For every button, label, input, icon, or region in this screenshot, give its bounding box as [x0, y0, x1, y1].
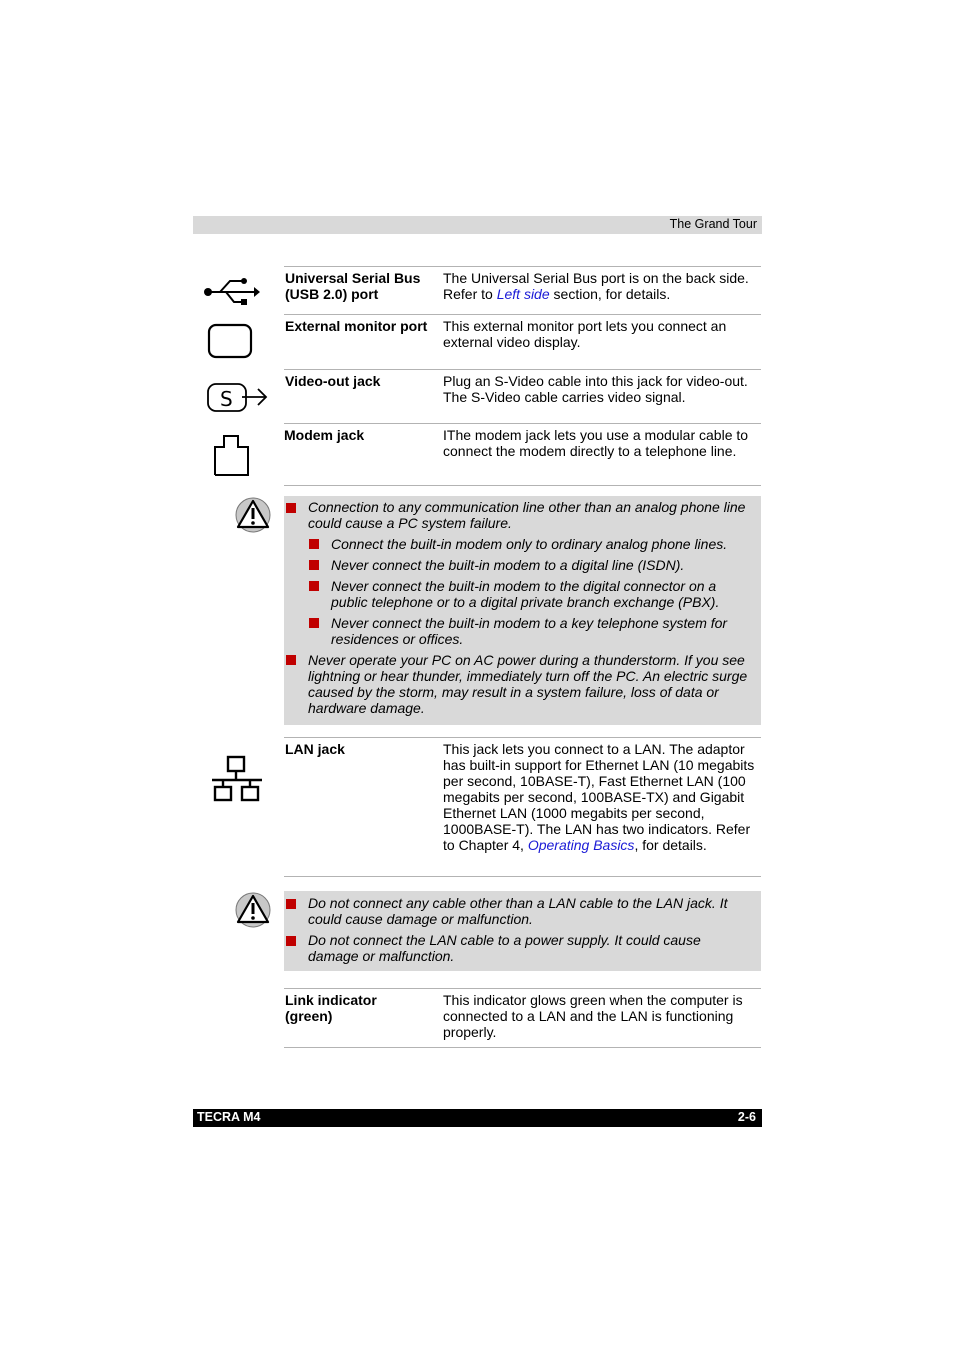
bullet — [309, 539, 319, 549]
model-name: TECRA M4 — [197, 1110, 261, 1124]
modem-jack-icon — [212, 433, 252, 480]
caution-box-modem — [284, 496, 761, 725]
caution-item: Do not connect the LAN cable to a power supply. It could cause damage or malfunction. — [308, 932, 701, 964]
usb-icon — [202, 275, 260, 310]
usb-port-row — [284, 266, 761, 315]
page-number: 2-6 — [737, 1110, 756, 1124]
divider — [284, 485, 761, 486]
caution-item: Never operate your PC on AC power during a thunderstorm. If you see lightning or hear thunder, immediately turn off the PC. An electric surge caused by the storm, may result in a system failure, loss of data or hardware damage. — [308, 652, 748, 716]
caution-item: Do not connect any cable other than a LAN cable to the LAN jack. It could cause damage or malfunction. — [308, 895, 728, 927]
running-header — [193, 216, 762, 234]
lan-jack-desc: This jack lets you connect to a LAN. The adaptor has built-in support for Ethernet LAN (10 megabits per second, 10BASE-T), Fast Ethernet LAN (100 megabits per second, 100BASE-TX) and Gigabit Ethernet LAN (1000 megabits per second, 1000BASE-T). The LAN has two indicators. Refer to Chapter 4, Operating Basics, for details. — [443, 741, 755, 853]
running-footer — [193, 1109, 762, 1127]
lan-jack-term: LAN jack — [285, 741, 345, 757]
caution-subitem: Connect the built-in modem only to ordinary analog phone lines. — [331, 536, 728, 552]
video-out-row — [284, 369, 761, 424]
svg-text:S: S — [220, 387, 233, 411]
bullet — [286, 503, 296, 513]
link-indicator-term: Link indicator (green) — [285, 992, 377, 1024]
monitor-icon — [207, 323, 253, 362]
caution-item: Connection to any communication line other than an analog phone line could cause a PC system failure. — [308, 499, 746, 531]
bullet — [309, 618, 319, 628]
bullet — [286, 655, 296, 665]
lan-icon — [210, 755, 264, 806]
bullet — [286, 899, 296, 909]
section-title: The Grand Tour — [669, 217, 757, 231]
operating-basics-link[interactable]: Operating Basics — [527, 837, 635, 853]
video-out-term: Video-out jack — [285, 373, 381, 389]
caution-box-lan — [284, 891, 761, 971]
lan-jack-row — [284, 737, 761, 877]
monitor-port-desc: This external monitor port lets you connect an external video display. — [443, 318, 727, 350]
bullet — [309, 560, 319, 570]
warning-icon — [234, 496, 272, 537]
warning-icon — [234, 891, 272, 932]
modem-jack-desc: IThe modem jack lets you use a modular cable to connect the modem directly to a telephone line. — [443, 427, 749, 459]
divider — [284, 1047, 761, 1048]
video-out-desc: Plug an S-Video cable into this jack for video-out. The S-Video cable carries video signal. — [443, 373, 748, 405]
link-indicator-row — [284, 988, 761, 1048]
caution-subitem: Never connect the built-in modem to a key telephone system for residences or offices. — [331, 615, 728, 647]
bullet — [286, 936, 296, 946]
modem-jack-row — [284, 423, 761, 486]
modem-jack-term: Modem jack — [284, 427, 365, 443]
usb-port-term: Universal Serial Bus (USB 2.0) port — [285, 270, 421, 302]
monitor-port-row — [284, 314, 761, 369]
monitor-port-term: External monitor port — [285, 318, 428, 334]
bullet — [309, 581, 319, 591]
link-indicator-desc: This indicator glows green when the computer is connected to a LAN and the LAN is functioning properly. — [443, 992, 743, 1040]
caution-subitem: Never connect the built-in modem to a digital line (ISDN). — [331, 557, 685, 573]
divider — [284, 876, 761, 877]
caution-subitem: Never connect the built-in modem to the digital connector on a public telephone or to a digital private branch exchange (PBX). — [331, 578, 720, 610]
s-video-icon — [206, 381, 268, 418]
usb-port-desc: The Universal Serial Bus port is on the back side. Refer to Left side section, for details. — [443, 270, 749, 302]
left-side-link[interactable]: Left side — [496, 286, 550, 302]
